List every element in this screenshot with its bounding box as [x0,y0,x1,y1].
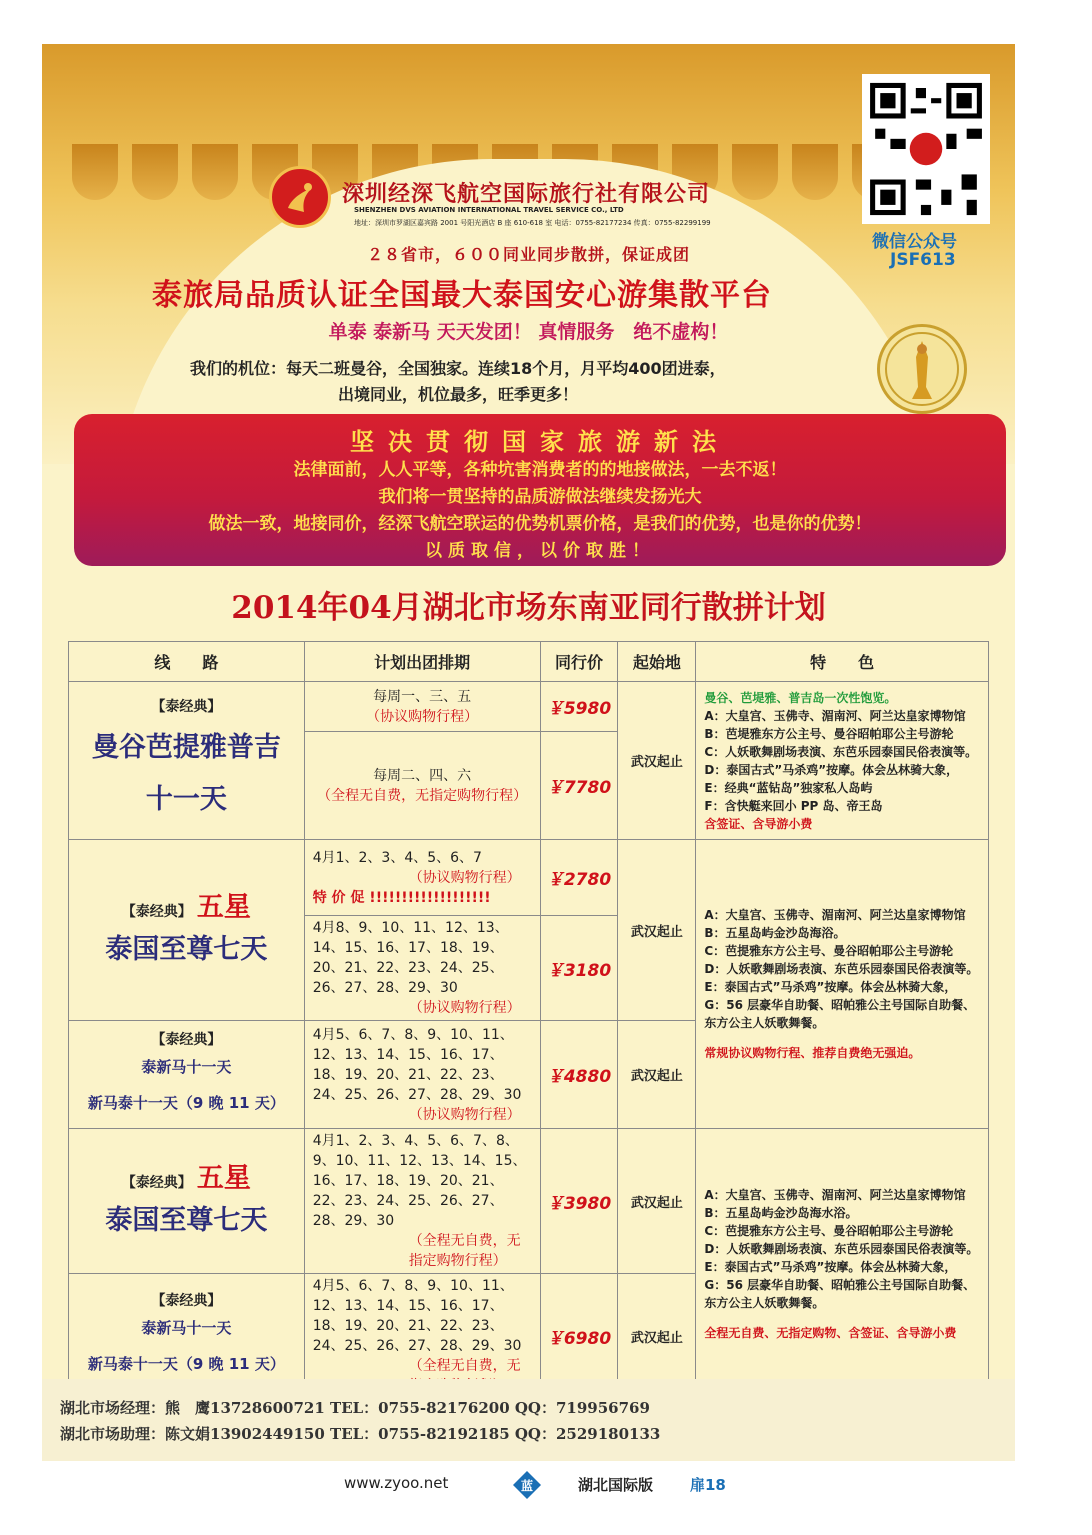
route-tag: 【泰经典】 [121,903,192,920]
schedule-cell [304,916,540,1021]
page-footer [0,1470,1092,1506]
schedule-days: 每周二、四、六 [373,767,472,784]
features-cell [696,1129,989,1399]
feature-item: B：五星岛屿金沙岛海水浴。 [704,1205,858,1220]
feature-item: E：经典“蓝钻岛”独家私人岛屿 [704,780,873,795]
route-five-star: 五星 [196,1162,251,1194]
route-cell [69,682,305,840]
route-five-star: 五星 [196,891,251,923]
table-row [69,1129,989,1274]
table-row [69,682,989,732]
poster [42,44,1015,1461]
schedule-days: 4月5、6、7、8、9、10、11、12、13、14、15、16、17、18、19、20、21、22、23、24、25、26、27、28、29、30 [312,1278,522,1354]
origin-cell: 武汉起止 [618,1129,696,1274]
route-tag: 【泰经典】 [151,698,222,715]
table-header-row [69,642,989,682]
feature-item: A：大皇宫、玉佛寺、湄南河、阿兰达皇家博物馆 [704,1187,966,1202]
notice-line-2: 我们将一贯坚持的品质游做法继续发扬光大 [378,487,702,507]
feature-item: G：56 层豪华自助餐、昭帕雅公主号国际自助餐、东方公主人妖歌舞餐。 [704,998,976,1030]
tagline-group-tours: ２８省市，６００同业同步散拼，保证成团 [366,245,690,264]
schedule-cell [304,1021,540,1129]
schedule-note: （协议购物行程） [408,869,521,886]
feature-highlight: 曼谷、芭堤雅、普吉岛一次性饱览。 [704,690,897,705]
route-name: 泰国至尊七天 [105,1204,268,1236]
wechat-id: JSF613 [890,250,956,270]
schedule-cell [304,840,540,916]
feature-item: C：芭提雅东方公主号、曼谷昭帕耶公主号游轮 [704,944,954,958]
feature-item: C：人妖歌舞剧场表演、东芭乐园泰国民俗表演等。 [704,744,978,759]
company-name-en: SHENZHEN DVS AVIATION INTERNATIONAL TRAVEL SERVICE CO., LTD [354,206,624,214]
schedule-days: 4月1、2、3、4、5、6、7、8、9、10、11、12、13、14、15、16、17、18、19、20、21、22、23、24、25、26、27、28、29、30 [312,1133,527,1229]
feature-item: D：泰国古式”马杀鸡”按摩。体会丛林骑大象， [704,762,959,777]
company-name-cn: 深圳经深飞航空国际旅行社有限公司 [342,182,711,207]
schedule-note: （全程无自费，无 [408,1358,521,1374]
feature-includes: 全程无自费、无指定购物、含签证、含导游小费 [704,1325,957,1340]
feature-item: D：人妖歌舞剧场表演、东芭乐园泰国民俗表演等。 [704,962,979,976]
feature-note: 常规协议购物行程、推荐自费绝无强迫。 [704,1046,921,1060]
price-cell: ￥7780 [540,732,618,840]
route-cell [69,1129,305,1274]
schedule-days: 每周一、三、五 [373,688,472,705]
notice-heading: 坚决贯彻国家旅游新法 [350,428,730,456]
feature-item: B：五星岛屿金沙岛海浴。 [704,926,846,940]
feature-item: G：56 层豪华自助餐、昭帕雅公主号国际自助餐、东方公主人妖歌舞餐。 [704,1277,976,1310]
contact-manager: 湖北市场经理：熊 鹰13728600721 TEL：0755-82176200 QQ：719956769 [60,1399,650,1417]
contact-assistant: 湖北市场助理：陈文娟13902449150 TEL：0755-82192185 QQ：2529180133 [60,1425,661,1443]
notice-line-3: 做法一致，地接同价，经深飞航空联运的优势机票价格，是我们的优势，也是你的优势！ [208,514,872,534]
route-cell [69,840,305,1021]
schedule-note: （协议购物行程） [408,1106,521,1123]
header-price: 同行价 [540,642,618,682]
price-cell: ￥4880 [540,1021,618,1129]
header-origin: 起始地 [618,642,696,682]
feature-item: D：人妖歌舞剧场表演、东芭乐园泰国民俗表演等。 [704,1241,979,1256]
flight-seats-line2: 出境同业，机位最多，旺季更多！ [338,385,579,404]
header-route: 线 路 [69,642,305,682]
origin-cell: 武汉起止 [618,1274,696,1399]
company-address: 地址：深圳市罗湖区嘉宾路 2001 号阳光酒店 B 座 610-618 室 电话：0755-82177234 传真：0755-82299199 [354,219,711,227]
feature-item: B：芭堤雅东方公主号、曼谷昭帕耶公主号游轮 [704,726,954,741]
route-tag: 【泰经典】 [151,1031,222,1048]
features-cell [696,682,989,840]
notice-line-1: 法律面前，人人平等，各种坑害消费者的的地接做法，一去不返！ [293,460,787,480]
schedule-days: 4月1、2、3、4、5、6、7 [312,849,482,866]
route-tag: 【泰经典】 [151,1293,222,1309]
schedule-note: （全程无自费，无指定购物行程） [408,1233,521,1269]
schedule-note: （全程无自费，无指定购物行程） [317,787,528,804]
route-tag: 【泰经典】 [121,1174,192,1191]
route-name: 泰新马十一天 [141,1319,232,1337]
origin-cell: 武汉起止 [618,682,696,840]
route-cell [69,1021,305,1129]
badge-label: 蓝 [520,1479,534,1493]
schedule-cell [304,682,540,732]
price-cell: ￥6980 [540,1274,618,1399]
website-link[interactable]: www.zyoo.net [344,1474,449,1492]
schedule-cell [304,1129,540,1274]
wechat-label: 微信公众号 [872,232,957,252]
flight-seats-line1: 我们的机位：每天二班曼谷，全国独家。连续18个月，月平均400团进泰， [190,359,726,378]
page-number: 扉18 [690,1476,726,1494]
tour-plan-table [68,641,989,1399]
features-cell [696,840,989,1129]
price-cell: ￥2780 [540,840,618,916]
special-price-promo: 特 价 促 !!!!!!!!!!!!!!!!!!! [312,889,491,906]
schedule-note: （协议购物行程） [408,1000,521,1016]
feature-item: E：泰国古式”马杀鸡”按摩。体会丛林骑大象， [704,980,957,994]
edition-label: 湖北国际版 [578,1476,654,1494]
schedule-days: 4月5、6、7、8、9、10、11、12、13、14、15、16、17、18、19、20、21、22、23、24、25、26、27、28、29、30 [312,1026,522,1103]
feature-includes: 含签证、含导游小费 [704,816,813,831]
route-name: 泰国至尊七天 [105,933,268,965]
feature-item: A：大皇宫、玉佛寺、湄南河、阿兰达皇家博物馆 [704,708,966,723]
price-cell: ￥3180 [540,916,618,1021]
route-name-alt: 新马泰十一天（9 晚 11 天） [87,1093,285,1112]
feature-item: F：含快艇来回小 PP 岛、帝王岛 [704,798,883,813]
schedule-cell [304,732,540,840]
header-features: 特 色 [696,642,989,682]
travel-law-notice [74,414,1006,566]
price-cell: ￥5980 [540,682,618,732]
origin-cell: 武汉起止 [618,840,696,1021]
route-name: 泰新马十一天 [141,1057,232,1076]
tagline-flight-seats [190,356,726,408]
route-name-alt: 新马泰十一天（9 晚 11 天） [87,1355,285,1373]
plan-title: 2014年04月湖北市场东南亚同行散拼计划 [231,590,826,626]
feature-item: E：泰国古式”马杀鸡”按摩。体会丛林骑大象， [704,1259,957,1274]
wechat-qr-code [862,74,990,224]
company-logo-icon [269,166,331,228]
notice-line-4: 以质取信，以价取胜！ [425,541,655,561]
certification-seal-icon [877,324,967,414]
blue-badge-icon [512,1470,542,1500]
header-schedule: 计划出团排期 [304,642,540,682]
contact-band [42,1379,1015,1461]
table-row [69,840,989,916]
feature-item: A：大皇宫、玉佛寺、湄南河、阿兰达皇家博物馆 [704,908,966,922]
feature-item: C：芭提雅东方公主号、曼谷昭帕耶公主号游轮 [704,1223,954,1238]
price-cell: ￥3980 [540,1129,618,1274]
tagline-certified-platform: 泰旅局品质认证全国最大泰国安心游集散平台 [152,278,772,313]
schedule-note: （协议购物行程） [366,708,479,725]
origin-cell: 武汉起止 [618,1021,696,1129]
schedule-days: 4月8、9、10、11、12、13、14、15、16、17、18、19、20、21、22、23、24、25、26、27、28、29、30 [312,920,509,996]
route-name-days: 十一天 [145,783,227,815]
route-name: 曼谷芭提雅普吉 [91,731,281,763]
tagline-daily-departures: 单泰 泰新马 天天发团！ 真情服务 绝不虚构！ [328,321,729,343]
